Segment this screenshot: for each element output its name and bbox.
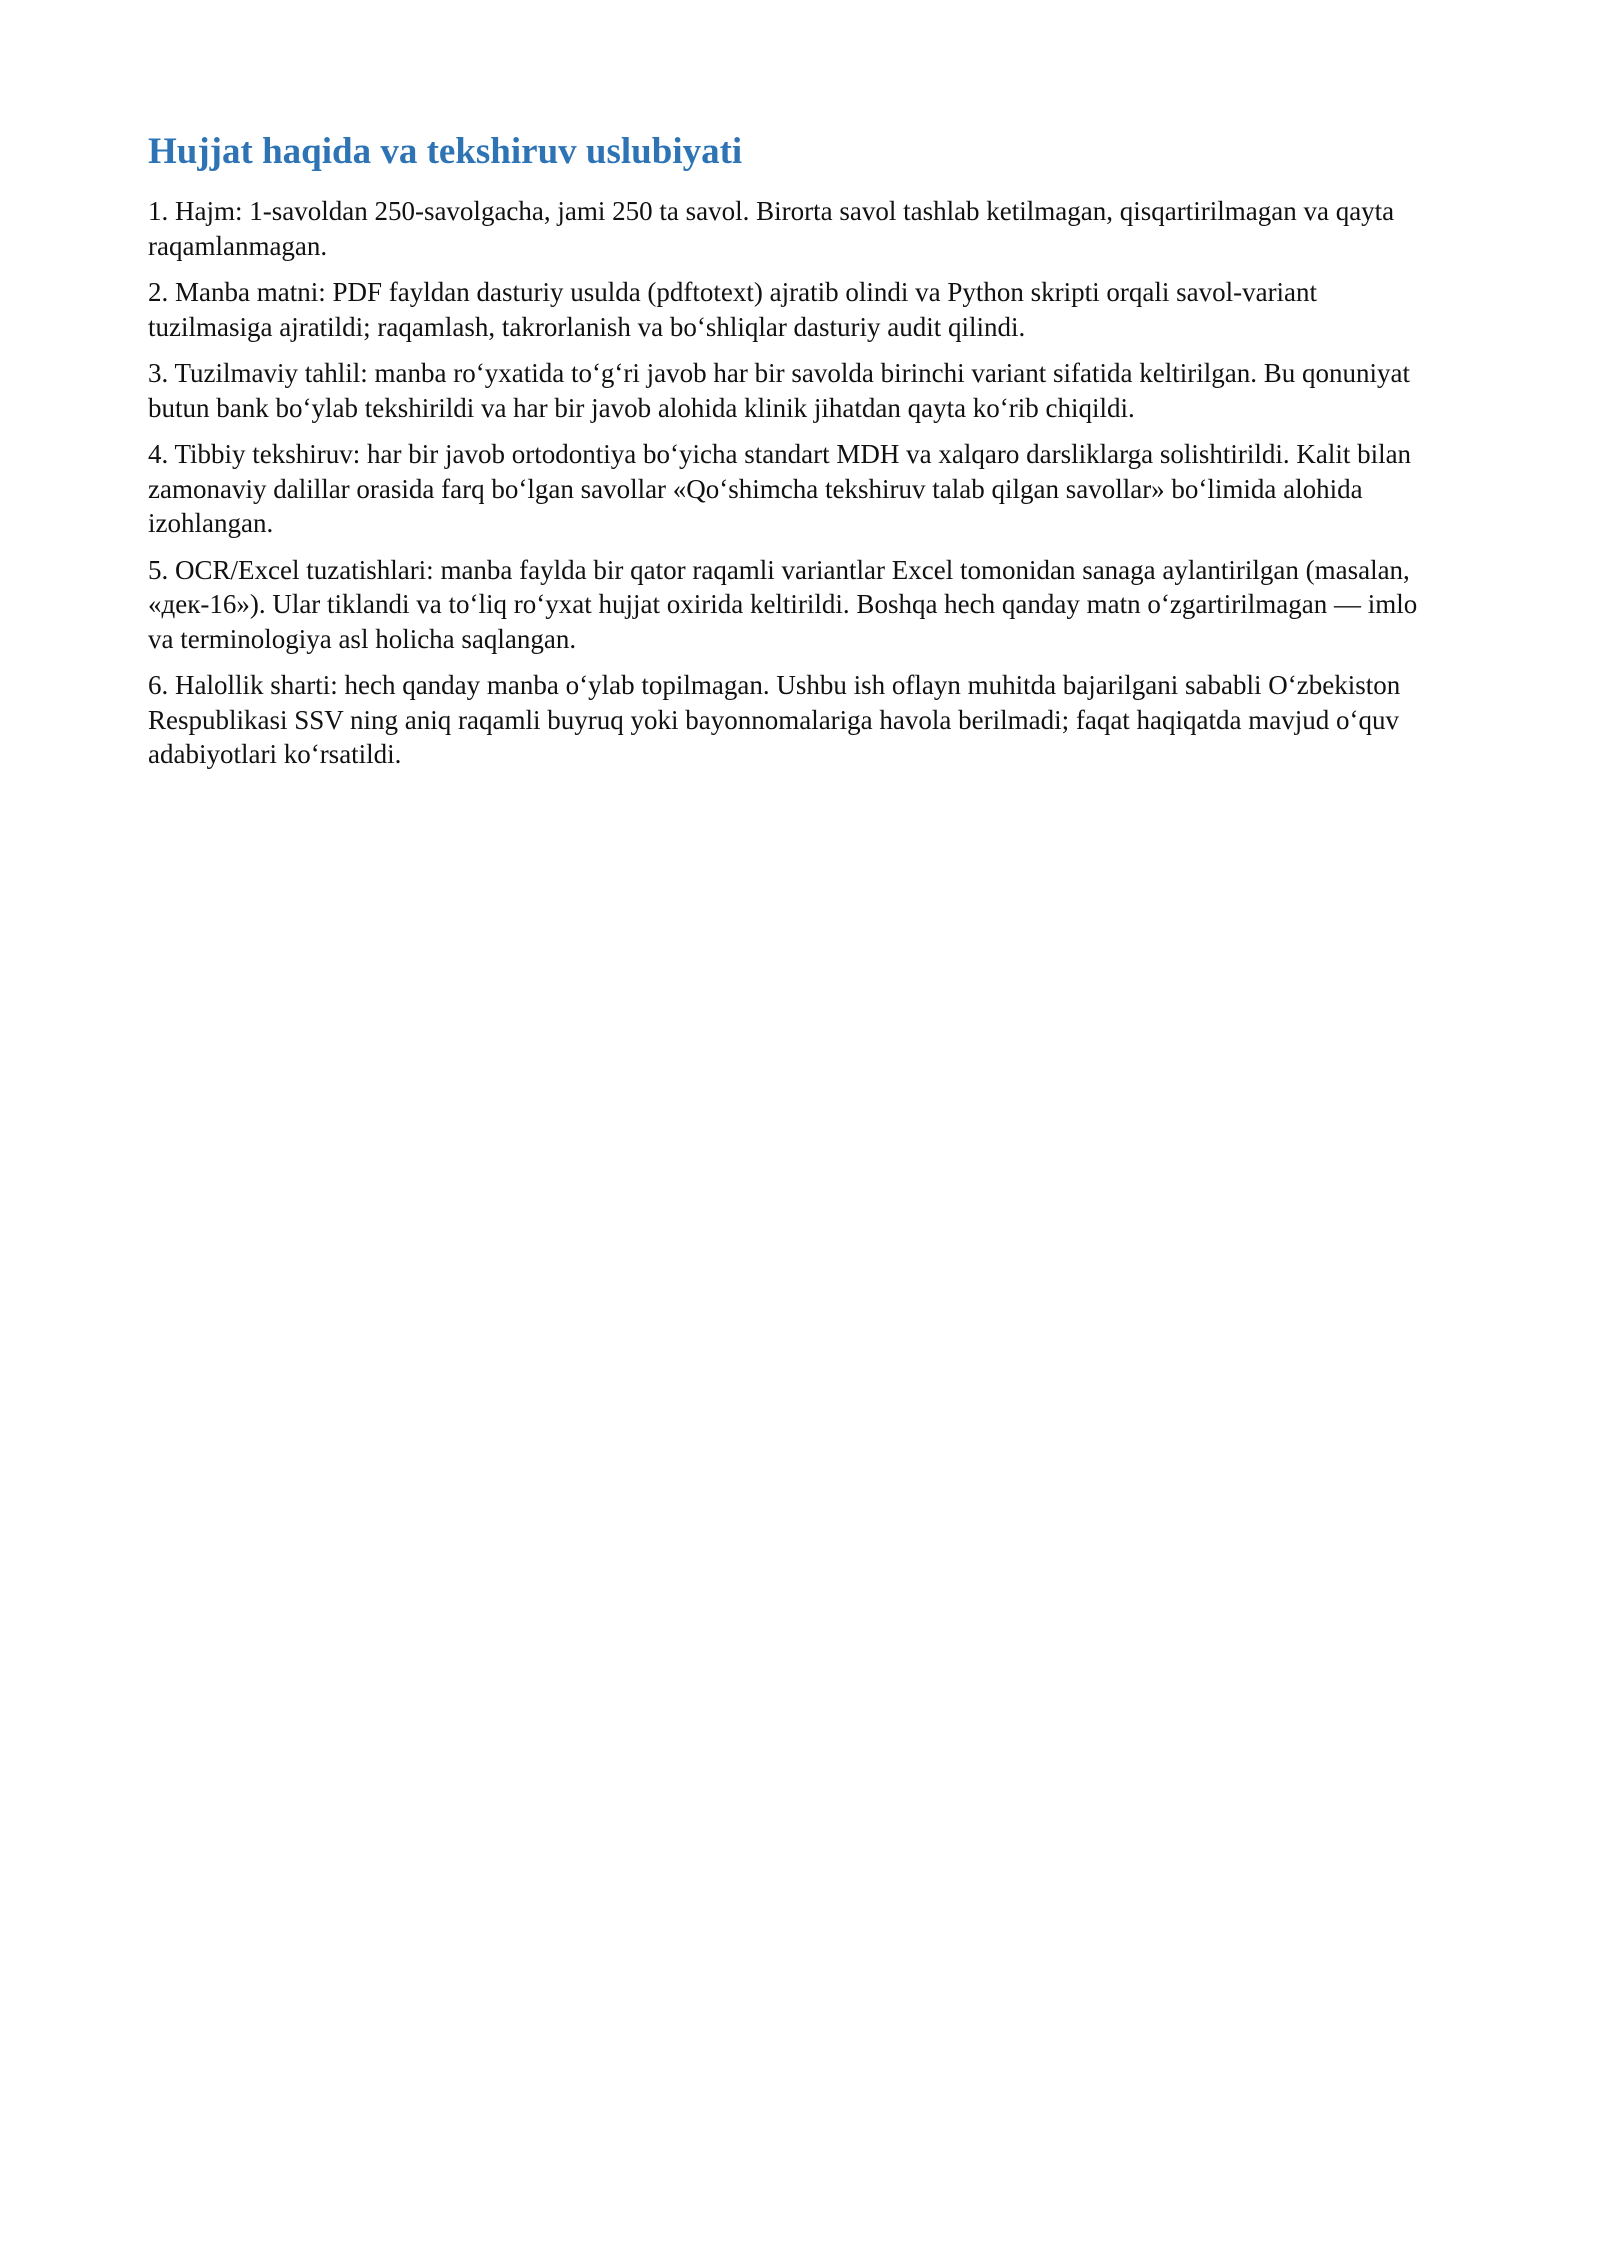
paragraph-6: 6. Halollik sharti: hech qanday manba o‘ylab topilmagan. Ushbu ish oflayn muhitda bajarilgani sababli O‘zbekiston Respublikasi SSV ning aniq raqamli buyruq yoki bayonnomalariga havola berilmadi; faqat haqiqatda mavjud o‘quv adabiyotlari ko‘rsatildi.	[148, 670, 1401, 770]
paragraph-4: 4. Tibbiy tekshiruv: har bir javob ortodontiya bo‘yicha standart MDH va xalqaro darsliklarga solishtirildi. Kalit bilan zamonaviy dalillar orasida farq bo‘lgan savollar «Qo‘shimcha tekshiruv talab qilgan savollar» bo‘limida alohida izohlangan.	[148, 439, 1412, 539]
paragraph-2: 2. Manba matni: PDF fayldan dasturiy usulda (pdftotext) ajratib olindi va Python skripti orqali savol-variant tuzilmasiga ajratildi; raqamlash, takrorlanish va bo‘shliqlar dasturiy audit qilindi.	[148, 277, 1318, 342]
paragraph-3: 3. Tuzilmaviy tahlil: manba ro‘yxatida to‘g‘ri javob har bir savolda birinchi variant sifatida keltirilgan. Bu qonuniyat butun bank bo‘ylab tekshirildi va har bir javob alohida klinik jihatdan qayta ko‘rib chiqildi.	[148, 358, 1410, 423]
paragraph-1: 1. Hajm: 1-savoldan 250-savolgacha, jami 250 ta savol. Birorta savol tashlab ketilmagan, qisqartirilmagan va qayta raqamlanmagan.	[148, 196, 1395, 261]
paragraph-5: 5. OCR/Excel tuzatishlari: manba faylda bir qator raqamli variantlar Excel tomonidan sanaga aylantirilgan (masalan, «дек-16»). Ular tiklandi va to‘liq ro‘yxat hujjat oxirida keltirildi. Boshqa hech qanday matn o‘zgartirilmagan — imlo va terminologiya asl holicha saqlangan.	[148, 554, 1418, 654]
document-page	[148, 130, 1448, 784]
page-title: Hujjat haqida va tekshiruv uslubiyati	[148, 131, 743, 172]
